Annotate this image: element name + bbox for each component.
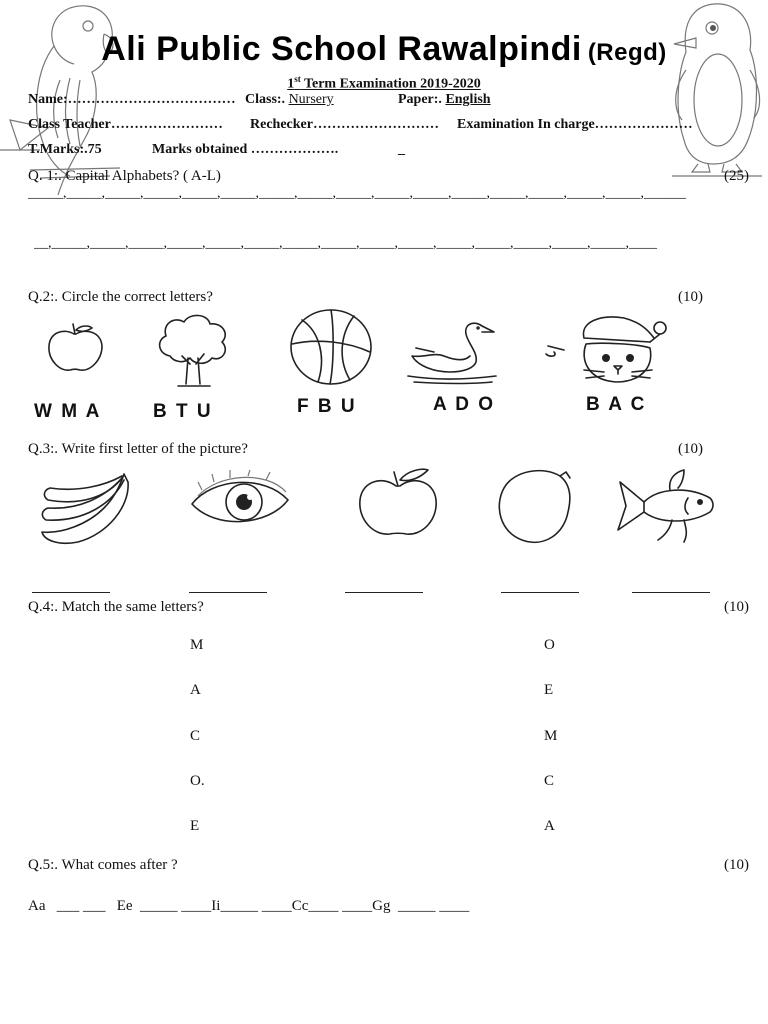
ball-icon — [288, 308, 374, 388]
q4-left-letter[interactable]: E — [190, 818, 200, 834]
q2-option-2[interactable]: B T U — [153, 401, 213, 422]
rechecker-field[interactable]: Rechecker……………………… — [250, 117, 439, 132]
marks-obtained-field[interactable]: Marks obtained ………………. — [152, 142, 339, 157]
q3-answer-line-1[interactable] — [32, 592, 110, 593]
q4-right-letter[interactable]: C — [544, 773, 555, 789]
q4-right-letter[interactable]: E — [544, 682, 554, 698]
q1-label: Q. 1:. Capital Alphabets? ( A-L) — [28, 168, 221, 184]
paper-field: Paper:. English — [398, 92, 491, 107]
q2-option-3[interactable]: F B U — [297, 396, 357, 417]
apple-icon — [44, 322, 108, 374]
exam-term: 1st Term Examination 2019-2020 — [287, 74, 481, 92]
q1-blanks-row1[interactable]: _____,_____,_____,_____,_____,_____,_____,_____,_____,_____,_____,_____,_____,_____,_____,_____,______ — [28, 186, 686, 201]
q3-label: Q.3:. Write first letter of the picture? — [28, 441, 248, 457]
school-title — [0, 30, 768, 69]
exam-in-charge-field[interactable]: Examination In charge………………… — [457, 117, 693, 132]
q3-answer-line-3[interactable] — [345, 592, 423, 593]
cat-icon — [544, 312, 670, 388]
banana-icon — [38, 470, 132, 546]
mango-icon — [494, 466, 578, 546]
q2-option-4[interactable]: A D O — [433, 394, 496, 415]
tree-icon — [154, 312, 234, 390]
q4-left-letter[interactable]: A — [190, 682, 201, 698]
fish-icon — [614, 468, 720, 546]
class-teacher-field[interactable]: Class Teacher…………………… — [28, 117, 223, 132]
q4-left-letter[interactable]: C — [190, 728, 201, 744]
q4-marks: (10) — [724, 599, 749, 615]
q4-label: Q.4:. Match the same letters? — [28, 599, 204, 615]
q4-left-letter[interactable]: M — [190, 637, 204, 653]
q2-option-5[interactable]: B A C — [586, 394, 647, 415]
name-field[interactable]: Name:……………………………… — [28, 92, 236, 107]
q2-label: Q.2:. Circle the correct letters? — [28, 289, 213, 305]
class-field: Class:. Nursery — [245, 92, 334, 107]
q3-marks: (10) — [678, 441, 703, 457]
apple-icon — [354, 466, 444, 538]
q5-label: Q.5:. What comes after ? — [28, 857, 178, 873]
q3-answer-line-2[interactable] — [189, 592, 267, 593]
q3-answer-line-5[interactable] — [632, 592, 710, 593]
swan-icon — [404, 318, 500, 384]
q3-answer-line-4[interactable] — [501, 592, 579, 593]
q2-marks: (10) — [678, 289, 703, 305]
q2-option-1[interactable]: W M A — [34, 401, 102, 422]
stray-underscore: _ — [398, 142, 405, 157]
q5-marks: (10) — [724, 857, 749, 873]
eye-icon — [188, 470, 292, 536]
total-marks: T.Marks:.75 — [28, 142, 102, 157]
q4-right-letter[interactable]: A — [544, 818, 555, 834]
regd-label: (Regd) — [587, 39, 667, 66]
q4-right-letter[interactable]: M — [544, 728, 558, 744]
school-name: Ali Public School Rawalpindi — [101, 30, 582, 68]
q1-marks: (25) — [724, 168, 749, 184]
q1-blanks-row2[interactable]: __,_____,_____,_____,_____,_____,_____,_____,_____,_____,_____,_____,_____,_____,_____,_____,____ — [34, 236, 657, 251]
q5-answer-line[interactable]: Aa ___ ___ Ee _____ ____Ii_____ ____Cc____ ____Gg _____ ____ — [28, 898, 470, 914]
q4-right-letter[interactable]: O — [544, 637, 555, 653]
q4-left-letter[interactable]: O. — [190, 773, 205, 789]
